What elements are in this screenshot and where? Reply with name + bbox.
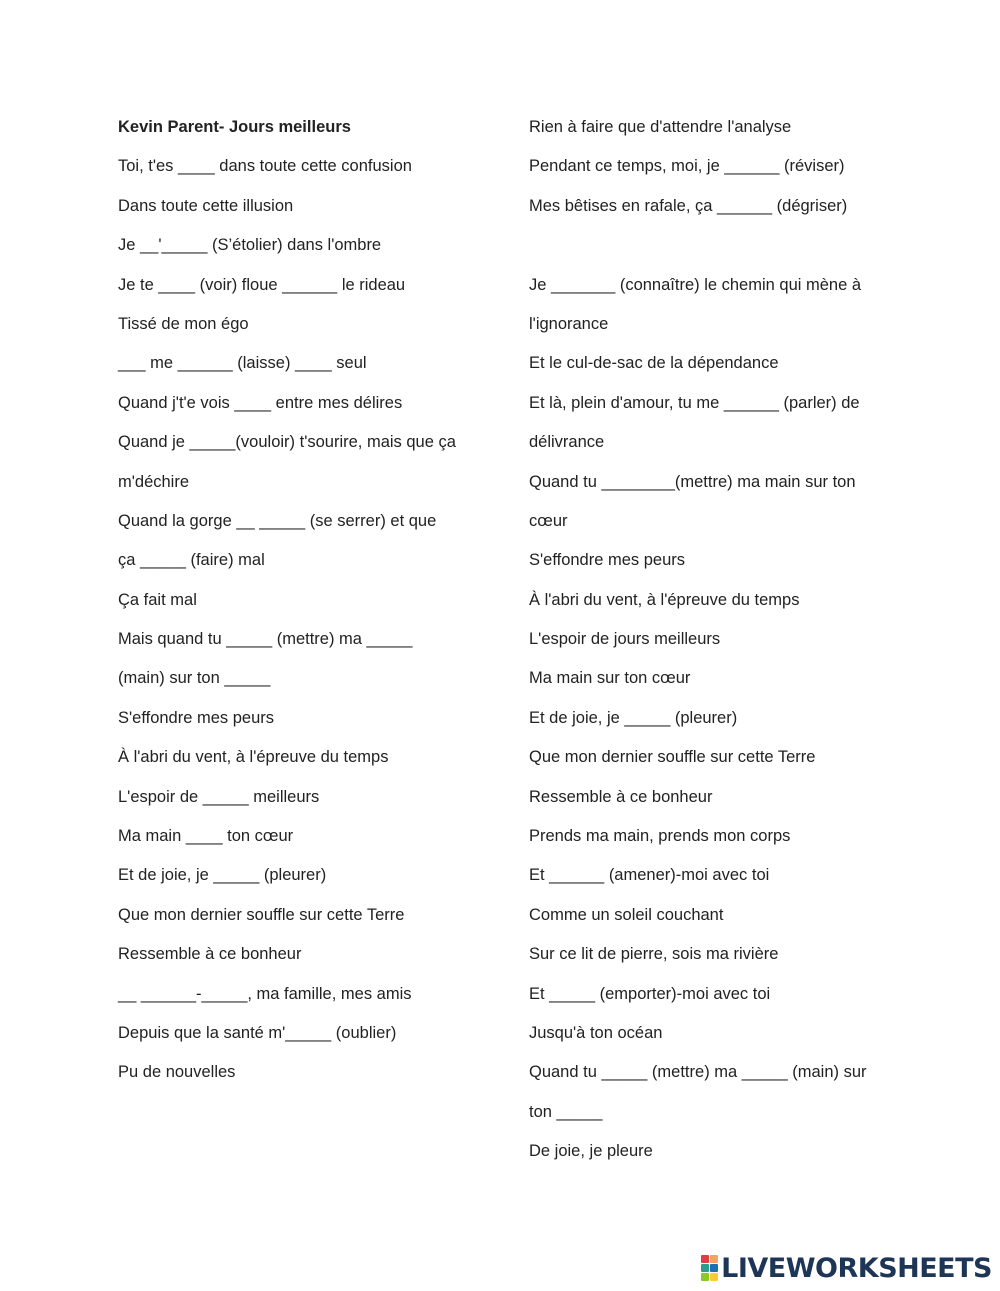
lyric-line: Ressemble à ce bonheur <box>118 945 302 964</box>
liveworksheets-logo <box>701 1253 992 1283</box>
logo-block <box>701 1255 709 1263</box>
lyric-line: Tissé de mon égo <box>118 314 249 333</box>
lyric-line: L'espoir de jours meilleurs <box>529 630 721 649</box>
lyric-line: L'espoir de _____ meilleurs <box>118 787 320 806</box>
lyric-line: Et le cul-de-sac de la dépendance <box>529 354 779 373</box>
logo-block <box>710 1273 718 1281</box>
lyric-line: Ressemble à ce bonheur <box>529 787 713 806</box>
lyric-line: l'ignorance <box>529 314 609 333</box>
logo-block <box>701 1273 709 1281</box>
lyric-line: À l'abri du vent, à l'épreuve du temps <box>529 590 800 609</box>
lyric-line: Prends ma main, prends mon corps <box>529 827 791 846</box>
lyric-line: Jusqu'à ton océan <box>529 1023 663 1042</box>
lyric-line: m'déchire <box>118 472 190 491</box>
lyric-line: Depuis que la santé m'_____ (oublier) <box>118 1023 397 1042</box>
lyric-line: Sur ce lit de pierre, sois ma rivière <box>529 945 779 964</box>
lyric-line: cœur <box>529 511 568 530</box>
logo-block <box>701 1264 709 1272</box>
lyric-line: S'effondre mes peurs <box>118 708 275 727</box>
lyric-line: Dans toute cette illusion <box>118 196 294 215</box>
lyric-line: Quand tu _____ (mettre) ma _____ (main) sur <box>529 1063 867 1082</box>
lyric-line: Et _____ (emporter)-moi avec toi <box>529 984 771 1003</box>
lyric-line: Quand tu ________(mettre) ma main sur ton <box>529 472 856 491</box>
logo-wordmark: LIVEWORKSHEETS <box>721 1252 992 1284</box>
lyric-line: Je te ____ (voir) floue ______ le rideau <box>118 275 406 294</box>
lyric-line: Que mon dernier souffle sur cette Terre <box>529 748 816 767</box>
lyric-line: __ ______-_____, ma famille, mes amis <box>118 984 412 1003</box>
lyric-line: ton _____ <box>529 1102 603 1121</box>
lyric-line: délivrance <box>529 433 605 452</box>
lyric-line: Rien à faire que d'attendre l'analyse <box>529 118 792 136</box>
lyric-line: ça _____ (faire) mal <box>118 551 265 570</box>
lyric-line: S'effondre mes peurs <box>529 551 686 570</box>
lyric-line: Ça fait mal <box>118 590 197 609</box>
logo-block <box>710 1255 718 1263</box>
lyric-line: Je __'_____ (S’étolier) dans l'ombre <box>118 236 382 255</box>
right-column <box>529 108 899 1172</box>
lyric-line: Et de joie, je _____ (pleurer) <box>529 708 738 727</box>
lyric-line: Que mon dernier souffle sur cette Terre <box>118 905 405 924</box>
lyric-line: Quand j't'e vois ____ entre mes délires <box>118 393 403 412</box>
lyric-line: Quand je _____(vouloir) t'sourire, mais que ça <box>118 433 456 452</box>
lyric-line: Comme un soleil couchant <box>529 905 724 924</box>
logo-block <box>710 1264 718 1272</box>
lyric-line: Ma main ____ ton cœur <box>118 827 294 846</box>
lyric-line: Toi, t'es ____ dans toute cette confusion <box>118 157 412 176</box>
lyric-line: Je _______ (connaître) le chemin qui mène à <box>529 275 862 294</box>
lyric-line: Et là, plein d'amour, tu me ______ (parler) de <box>529 393 860 412</box>
lyric-line: À l'abri du vent, à l'épreuve du temps <box>118 748 389 767</box>
lyric-line: Ma main sur ton cœur <box>529 669 691 688</box>
logo-blocks-icon <box>701 1255 718 1281</box>
lyric-line: Pendant ce temps, moi, je ______ (réviser) <box>529 157 845 176</box>
lyric-line: Mes bêtises en rafale, ça ______ (dégriser) <box>529 196 848 215</box>
blank-line <box>529 226 899 265</box>
lyric-line: Quand la gorge __ _____ (se serrer) et que <box>118 511 437 530</box>
lyric-line: Mais quand tu _____ (mettre) ma _____ <box>118 630 413 649</box>
lyric-line: Et de joie, je _____ (pleurer) <box>118 866 327 885</box>
left-column <box>118 108 508 1093</box>
lyric-line: ___ me ______ (laisse) ____ seul <box>118 354 367 373</box>
worksheet-title: Kevin Parent- Jours meilleurs <box>118 118 351 136</box>
lyric-line: Pu de nouvelles <box>118 1063 236 1082</box>
lyric-line: De joie, je pleure <box>529 1142 653 1161</box>
lyric-line: (main) sur ton _____ <box>118 669 271 688</box>
lyric-line: Et ______ (amener)-moi avec toi <box>529 866 770 885</box>
